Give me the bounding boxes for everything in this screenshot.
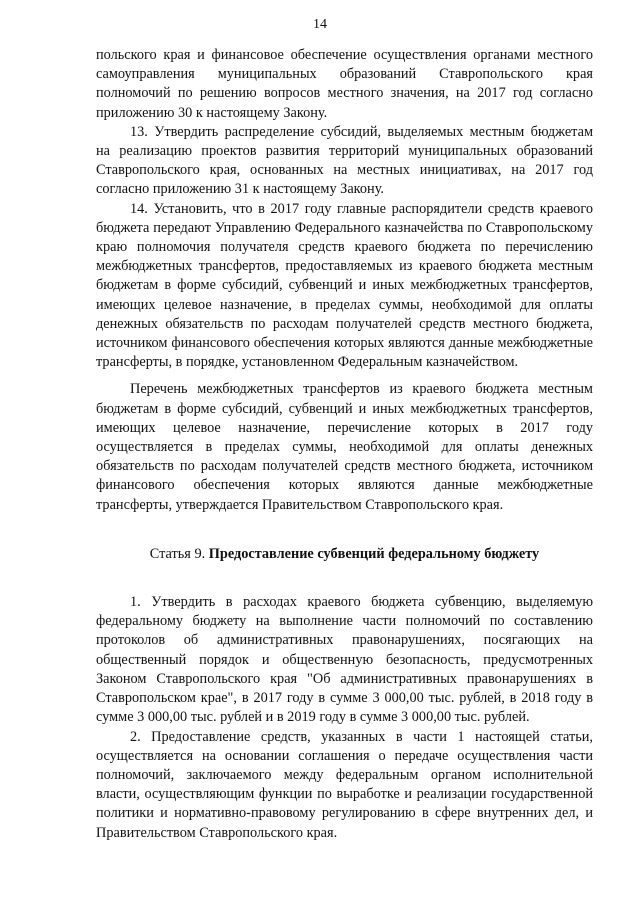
paragraph-transfer-list: Перечень межбюджетных трансфертов из краевого бюджета местным бюджетам в форме субсидий, субвенций и иных межбюджетных трансфертов, имеющих целевое назначение, перечисление которых в 2017 году осуществляется в пределах суммы, необходимой для оплаты денежных обязательств по расходам получателей средств местного бюджета, источником финансового обеспечения которых являются данные межбюджетные трансферты, утверждается Правительством Ставропольского края. <box>96 381 593 513</box>
article-title: Предоставление субвенций федеральному бюджету <box>208 545 540 562</box>
article-heading <box>96 545 593 564</box>
document-body <box>96 46 593 843</box>
article-9-part-2: 2. Предоставление средств, указанных в части 1 настоящей статьи, осуществляется на основании соглашения о передаче осуществления части полномочий, заключаемого между федеральным органом исполнительной власти, осуществляющим функции по выработке и реализации государственной политики и нормативно-правовому регулированию в сфере внутренних дел, и Правительством Ставропольского края. <box>96 728 593 841</box>
paragraph-13: 13. Утвердить распределение субсидий, выделяемых местным бюджетам на реализацию проектов развития территорий муниципальных образований Ставропольского края, основанных на местных инициативах, на 2017 год согласно приложению 31 к настоящему Закону. <box>96 123 593 198</box>
paragraph-14: 14. Установить, что в 2017 году главные распорядители средств краевого бюджета передают Управлению Федерального казначейства по Ставропольскому краю полномочия получателя средств краевого бюджета по перечислению межбюджетных трансфертов, предоставляемых из краевого бюджета местным бюджетам в форме субсидий, субвенций и иных межбюджетных трансфертов, имеющих целевое назначение, в пределах суммы, необходимой для оплаты денежных обязательств по расходам получателей средств местного бюджета, источником финансового обеспечения которых являются данные межбюджетные трансферты, в порядке, установленном Федеральным казначейством. <box>96 200 593 371</box>
article-label: Статья 9. <box>149 545 206 562</box>
page-number: 14 <box>313 17 327 32</box>
paragraph-continuation: польского края и финансовое обеспечение осуществления органами местного самоуправления муниципальных образований Ставропольского края полномочий по решению вопросов местного значения, на 2017 год согласно приложению 30 к настоящему Закону. <box>96 47 593 121</box>
article-9-part-1: 1. Утвердить в расходах краевого бюджета субвенцию, выделяемую федеральному бюджету на выполнение части полномочий по составлению протоколов об административных правонарушениях, посягающих на общественный порядок и общественную безопасность, предусмотренных Законом Ставропольского края "Об административных правонарушениях в Ставропольском крае", в 2017 году в сумме 3 000,00 тыс. рублей, в 2018 году в сумме 3 000,00 тыс. рублей и в 2019 году в сумме 3 000,00 тыс. рублей. <box>96 594 593 726</box>
